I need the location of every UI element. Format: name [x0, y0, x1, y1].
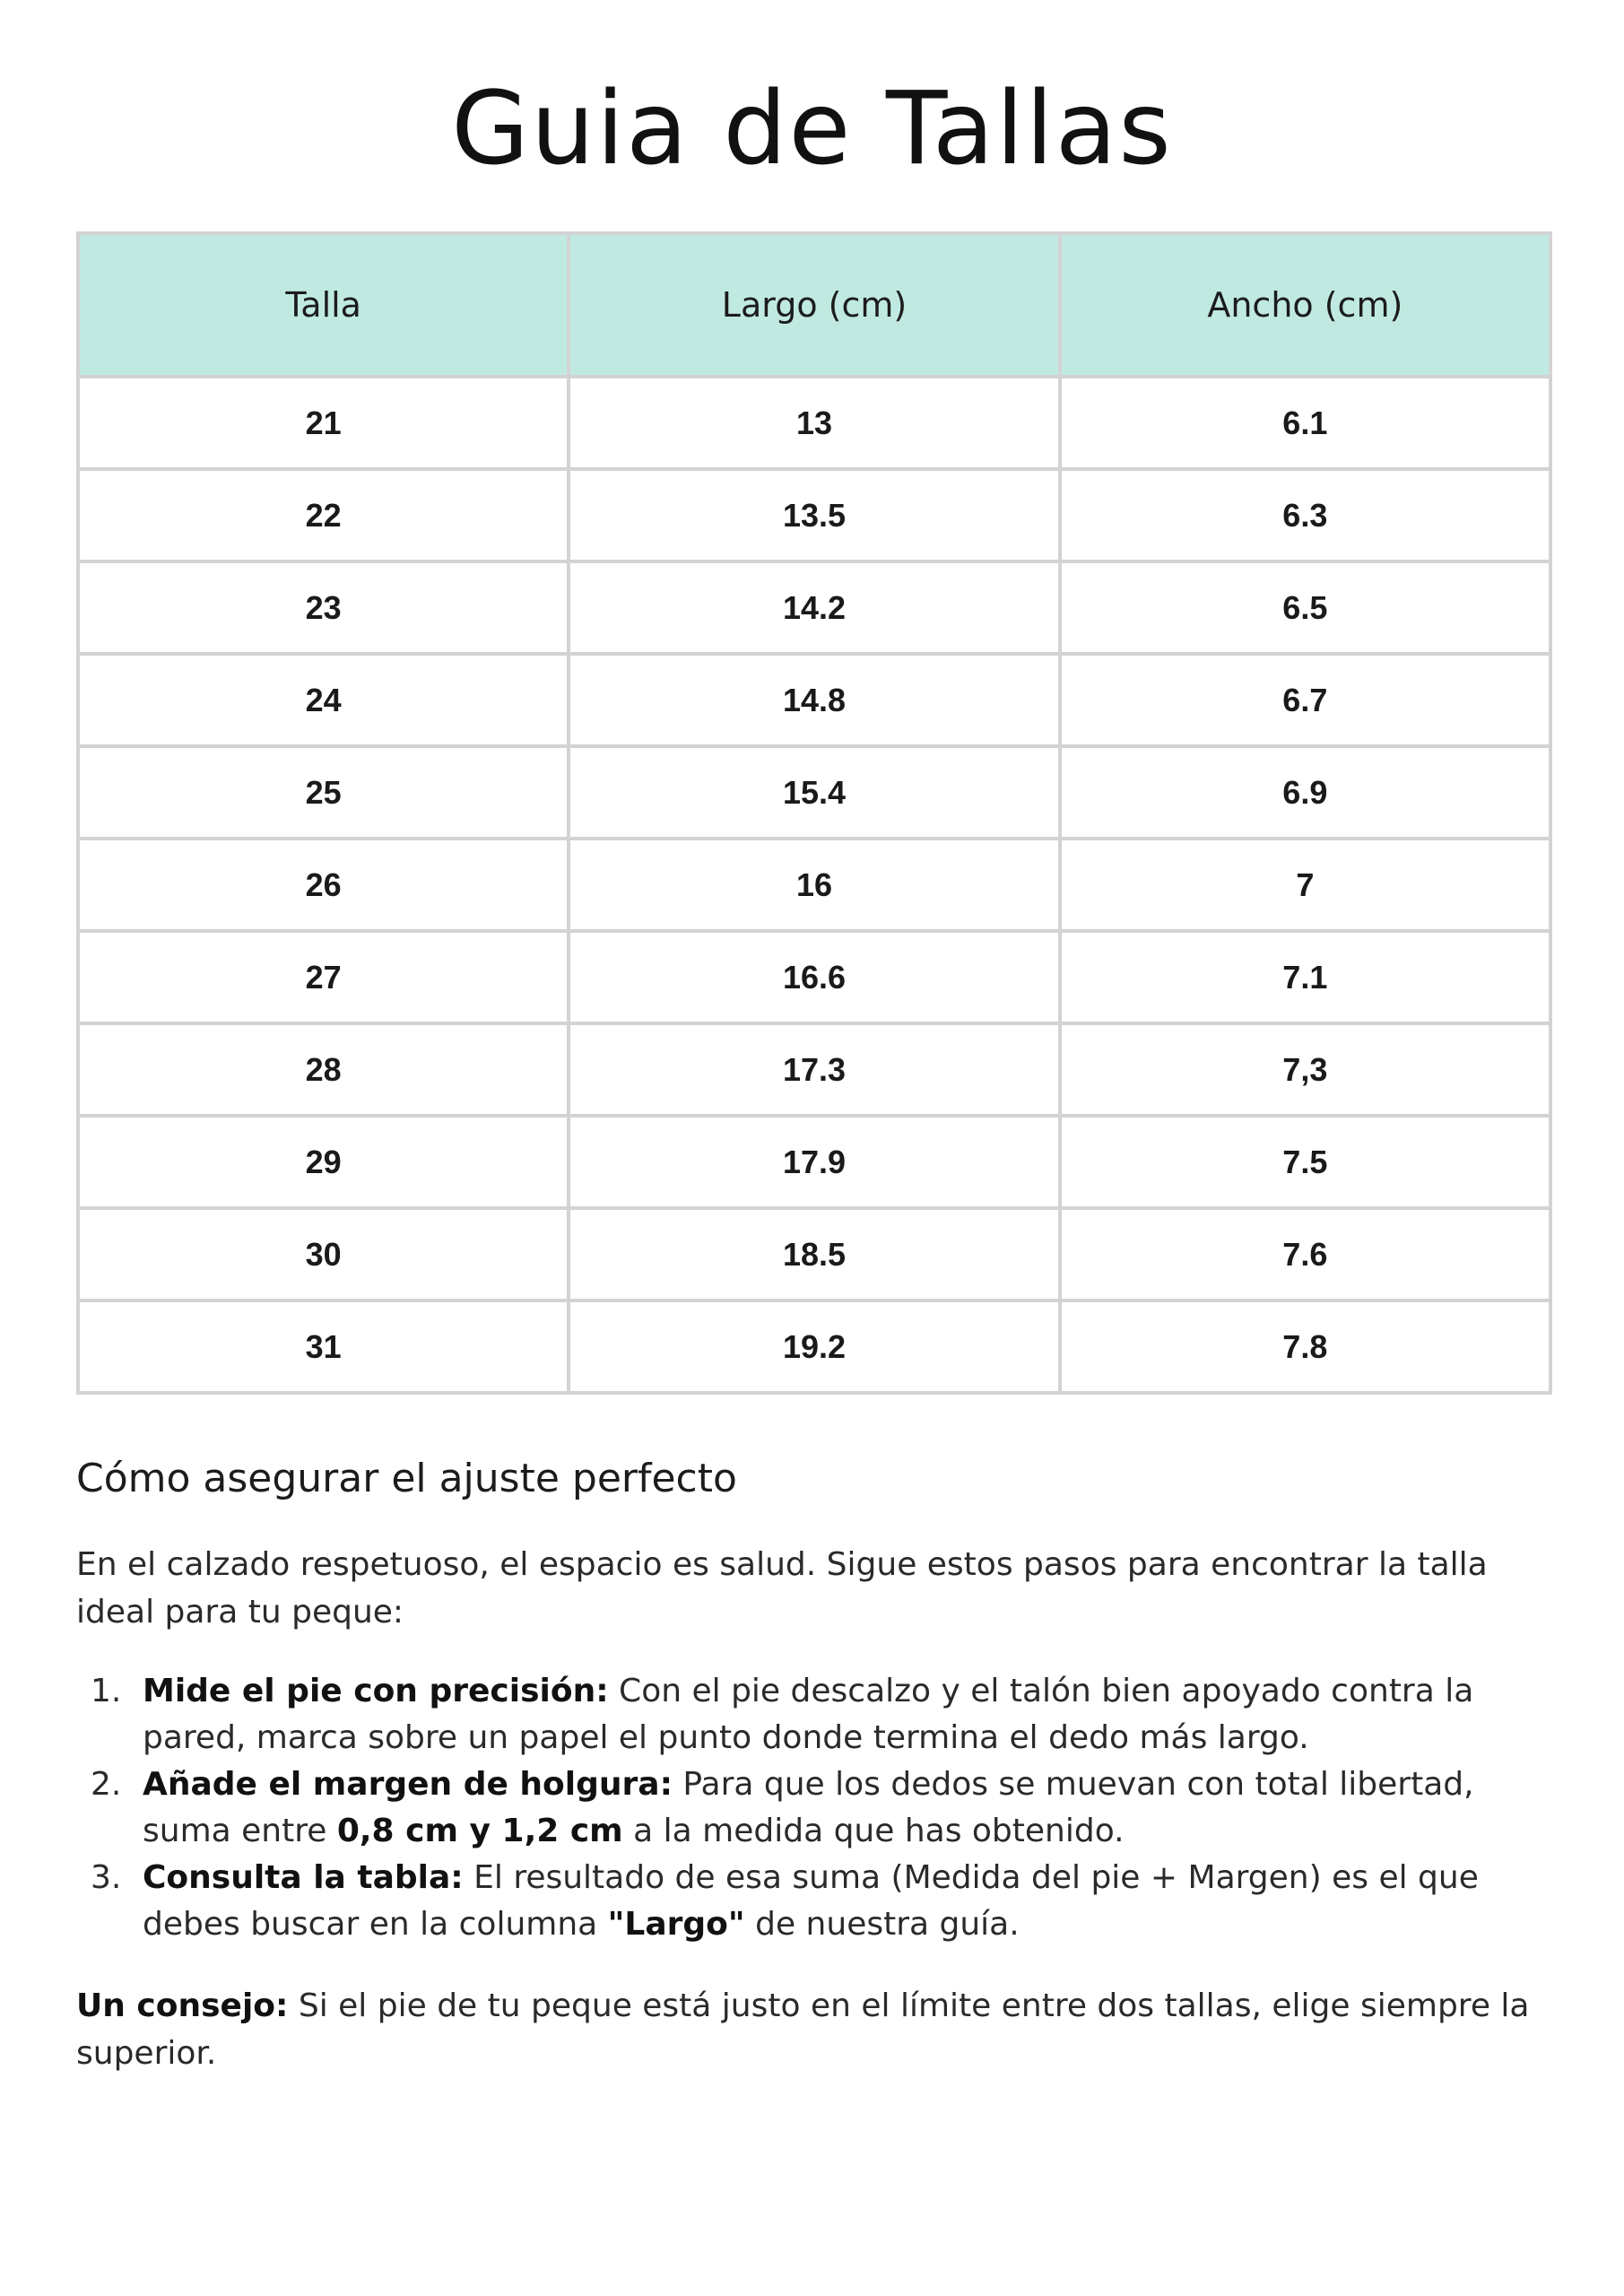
step-number: 1. [91, 1673, 122, 1709]
tip-paragraph [76, 1982, 1552, 2077]
table-row [78, 746, 1550, 839]
step-text: a la medida que has obtenido. [622, 1813, 1125, 1849]
table-row [78, 1116, 1550, 1208]
cell-talla: 22 [78, 469, 569, 561]
intro-paragraph: En el calzado respetuoso, el espacio es salud. Sigue estos pasos para encontrar la talla ideal para tu peque: [76, 1546, 1488, 1631]
cell-largo: 13 [569, 377, 1059, 469]
cell-largo: 14.2 [569, 561, 1059, 654]
cell-talla: 24 [78, 654, 569, 746]
cell-largo: 18.5 [569, 1208, 1059, 1300]
table-row [78, 561, 1550, 654]
cell-ancho: 7 [1060, 839, 1550, 931]
cell-talla: 28 [78, 1023, 569, 1116]
column-header-largo: Largo (cm) [569, 233, 1059, 377]
cell-talla: 25 [78, 746, 569, 839]
tip-text: Si el pie de tu peque está justo en el límite entre dos tallas, elige siempre la superior. [76, 1987, 1530, 2072]
cell-ancho: 6.9 [1060, 746, 1550, 839]
cell-ancho: 7.8 [1060, 1300, 1550, 1393]
cell-ancho: 7.5 [1060, 1116, 1550, 1208]
step-text: Con el pie descalzo y el talón bien apoyado contra la pared, marca sobre un papel el punto donde termina el dedo más largo. [143, 1673, 1474, 1756]
table-row [78, 1023, 1550, 1116]
cell-talla: 26 [78, 839, 569, 931]
table-row [78, 654, 1550, 746]
cell-talla: 21 [78, 377, 569, 469]
size-table [76, 231, 1552, 1395]
table-row [78, 1300, 1550, 1393]
step-text: El resultado de esa suma (Medida del pie + Margen) es el que debes buscar en la columna [143, 1859, 1479, 1943]
table-row [78, 931, 1550, 1023]
list-item [76, 1855, 1552, 1948]
cell-ancho: 6.1 [1060, 377, 1550, 469]
cell-largo: 17.3 [569, 1023, 1059, 1116]
column-header-talla: Talla [78, 233, 569, 377]
cell-ancho: 7.6 [1060, 1208, 1550, 1300]
list-item [76, 1761, 1552, 1855]
cell-ancho: 6.5 [1060, 561, 1550, 654]
cell-largo: 15.4 [569, 746, 1059, 839]
cell-talla: 31 [78, 1300, 569, 1393]
step-label: Añade el margen de holgura: [143, 1766, 673, 1803]
cell-largo: 16 [569, 839, 1059, 931]
step-highlight: 0,8 cm y 1,2 cm [336, 1813, 623, 1849]
table-header-row [78, 233, 1550, 377]
table-row [78, 1208, 1550, 1300]
cell-largo: 16.6 [569, 931, 1059, 1023]
cell-ancho: 7.1 [1060, 931, 1550, 1023]
step-text: de nuestra guía. [744, 1906, 1020, 1943]
cell-talla: 27 [78, 931, 569, 1023]
steps-list [76, 1668, 1552, 1948]
table-row [78, 839, 1550, 931]
list-item [76, 1668, 1552, 1761]
step-text: Para que los dedos se muevan con total libertad, suma entre [143, 1766, 1474, 1849]
cell-ancho: 7,3 [1060, 1023, 1550, 1116]
table-row [78, 377, 1550, 469]
column-header-ancho: Ancho (cm) [1060, 233, 1550, 377]
cell-ancho: 6.3 [1060, 469, 1550, 561]
section-title: Cómo asegurar el ajuste perfecto [76, 1456, 737, 1501]
tip-label: Un consejo: [76, 1987, 289, 2024]
cell-largo: 13.5 [569, 469, 1059, 561]
page-title: Guia de Tallas [451, 71, 1173, 187]
step-number: 2. [91, 1766, 122, 1803]
step-label: Consulta la tabla: [143, 1859, 464, 1896]
cell-talla: 23 [78, 561, 569, 654]
cell-largo: 17.9 [569, 1116, 1059, 1208]
step-number: 3. [91, 1859, 122, 1896]
step-label: Mide el pie con precisión: [143, 1673, 609, 1709]
cell-talla: 29 [78, 1116, 569, 1208]
cell-largo: 19.2 [569, 1300, 1059, 1393]
cell-talla: 30 [78, 1208, 569, 1300]
cell-ancho: 6.7 [1060, 654, 1550, 746]
cell-largo: 14.8 [569, 654, 1059, 746]
step-highlight: "Largo" [607, 1906, 745, 1943]
table-row [78, 469, 1550, 561]
